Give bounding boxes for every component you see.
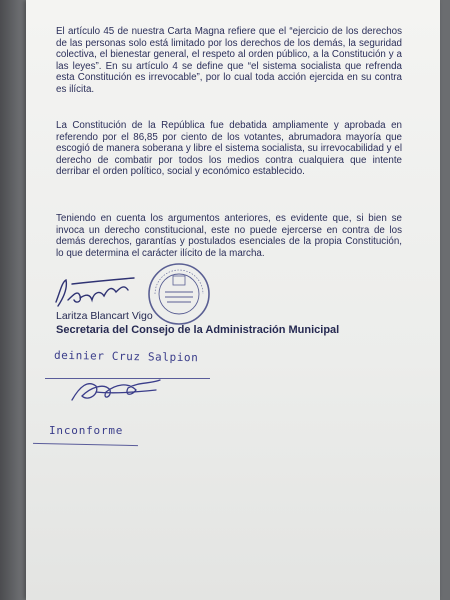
paragraph-referendum: La Constitución de la República fue debatida ampliamente y aprobada en referendo por el 86,85 por ciento de los votantes, abrumadora mayoría que escogió de manera soberana y libre el sistema socialista, su irrevocabilidad y el derecho de combatir por todos los medios contra cualquiera que intente derribar el orden político, social y económico establecido. xyxy=(56,120,402,178)
paragraph-article-45: El artículo 45 de nuestra Carta Magna refiere que el “ejercicio de los derechos de las personas solo está limitado por los derechos de los demás, la seguridad colectiva, el bienestar general, el respeto al orden público, a la Constitución y a las leyes”. En su artículo 4 se define que “el sistema socialista que refrenda esta Constitución es irrevocable”, por lo cual toda acción ejercida en su contra es ilícita. xyxy=(56,26,402,95)
paragraph-conclusion: Teniendo en cuenta los argumentos anteriores, es evidente que, si bien se invoca un derecho constitucional, este no puede ejercerse en contra de los demás derechos, garantías y postulados esenciales de la propia Constitución, lo que determina el carácter ilícito de la marcha. xyxy=(56,213,402,259)
signatory-name: Laritza Blancart Vigo xyxy=(56,310,153,322)
signatory-role: Secretaria del Consejo de la Administración Municipal xyxy=(56,324,340,336)
second-signature-scribble xyxy=(66,372,166,412)
official-stamp xyxy=(147,262,211,326)
background-edge xyxy=(0,0,26,600)
handwritten-name: deinier Cruz Salpion xyxy=(53,348,199,365)
signature-scribble xyxy=(50,272,140,314)
handwritten-note: Inconforme xyxy=(49,424,124,437)
